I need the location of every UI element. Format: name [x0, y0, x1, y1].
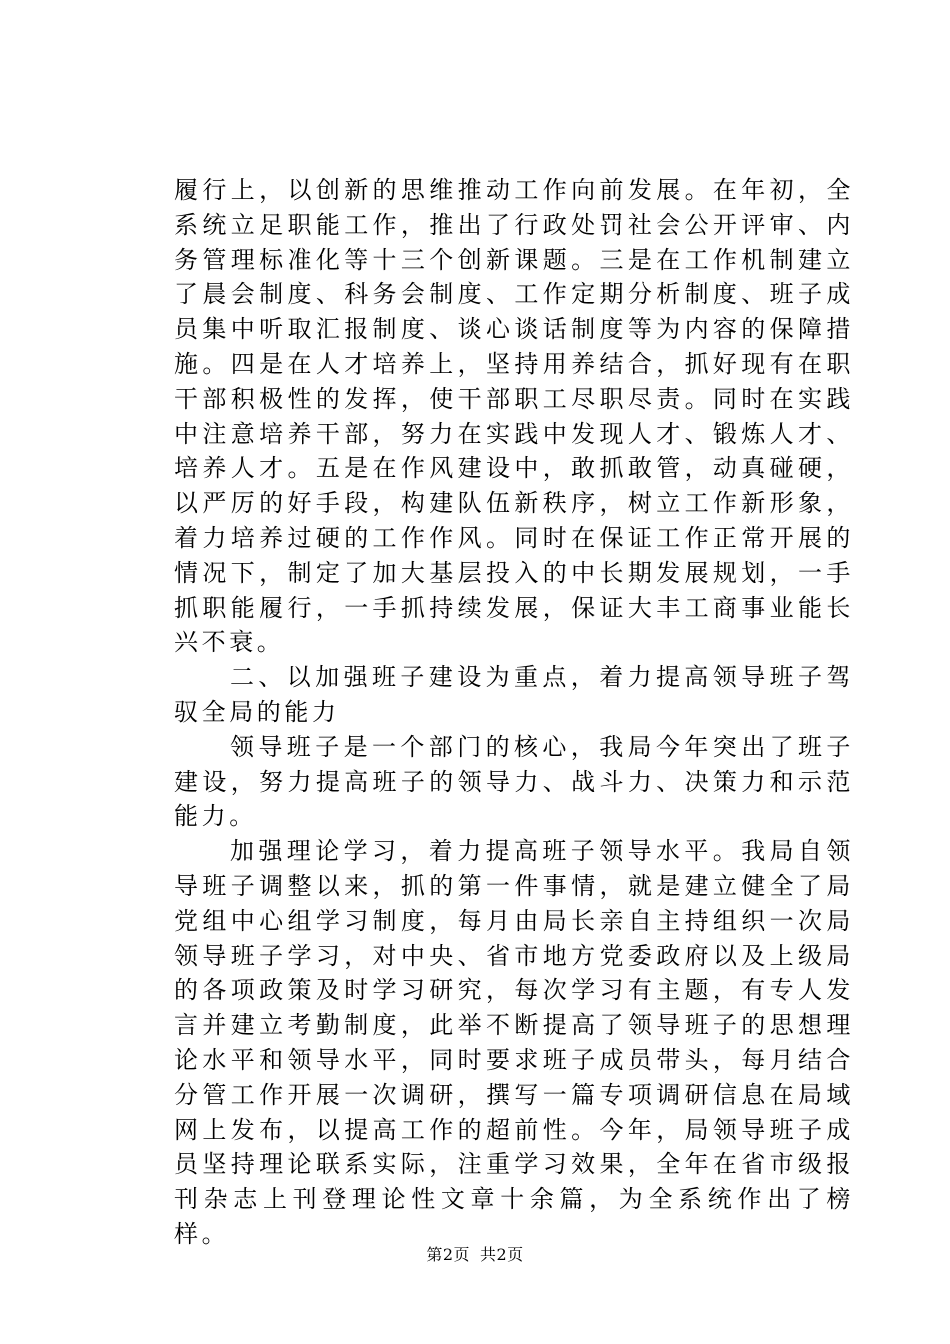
page-number: 第2页 — [426, 1245, 470, 1264]
page-footer — [0, 1245, 950, 1265]
paragraph-theory-study: 加强理论学习，着力提高班子领导水平。我局自领导班子调整以来，抓的第一件事情，就是建立健全了局党组中心组学习制度，每月由局长亲自主持组织一次局领导班子学习，对中央、省市地方党委政府以及上级局的各项政策及时学习研究，每次学习有主题，有专人发言并建立考勤制度，此举不断提高了领导班子的思想理论水平和领导水平，同时要求班子成员带头，每月结合分管工作开展一次调研，撰写一篇专项调研信息在局域网上发布，以提高工作的超前性。今年，局领导班子成员坚持理论联系实际，注重学习效果，全年在省市级报刊杂志上刊登理论性文章十余篇，为全系统作出了榜样。 — [174, 837, 854, 1248]
paragraph-continuation: 履行上，以创新的思维推动工作向前发展。在年初，全系统立足职能工作，推出了行政处罚社会公开评审、内务管理标准化等十三个创新课题。三是在工作机制建立了晨会制度、科务会制度、工作定期分析制度、班子成员集中听取汇报制度、谈心谈话制度等为内容的保障措施。四是在人才培养上，坚持用养结合，抓好现有在职干部积极性的发挥，使干部职工尽职尽责。同时在实践中注意培养干部，努力在实践中发现人才、锻炼人才、培养人才。五是在作风建设中，敢抓敢管，动真碰硬，以严厉的好手段，构建队伍新秩序，树立工作新形象，着力培养过硬的工作作风。同时在保证工作正常开展的情况下，制定了加大基层投入的中长期发展规划，一手抓职能履行，一手抓持续发展，保证大丰工商事业能长兴不衰。 — [174, 176, 854, 657]
page-total: 共2页 — [480, 1245, 524, 1264]
document-body — [174, 173, 854, 1252]
paragraph-leadership-core: 领导班子是一个部门的核心，我局今年突出了班子建设，努力提高班子的领导力、战斗力、决策力和示范能力。 — [174, 732, 854, 831]
section-heading: 二、以加强班子建设为重点，着力提高领导班子驾驭全局的能力 — [174, 663, 854, 726]
